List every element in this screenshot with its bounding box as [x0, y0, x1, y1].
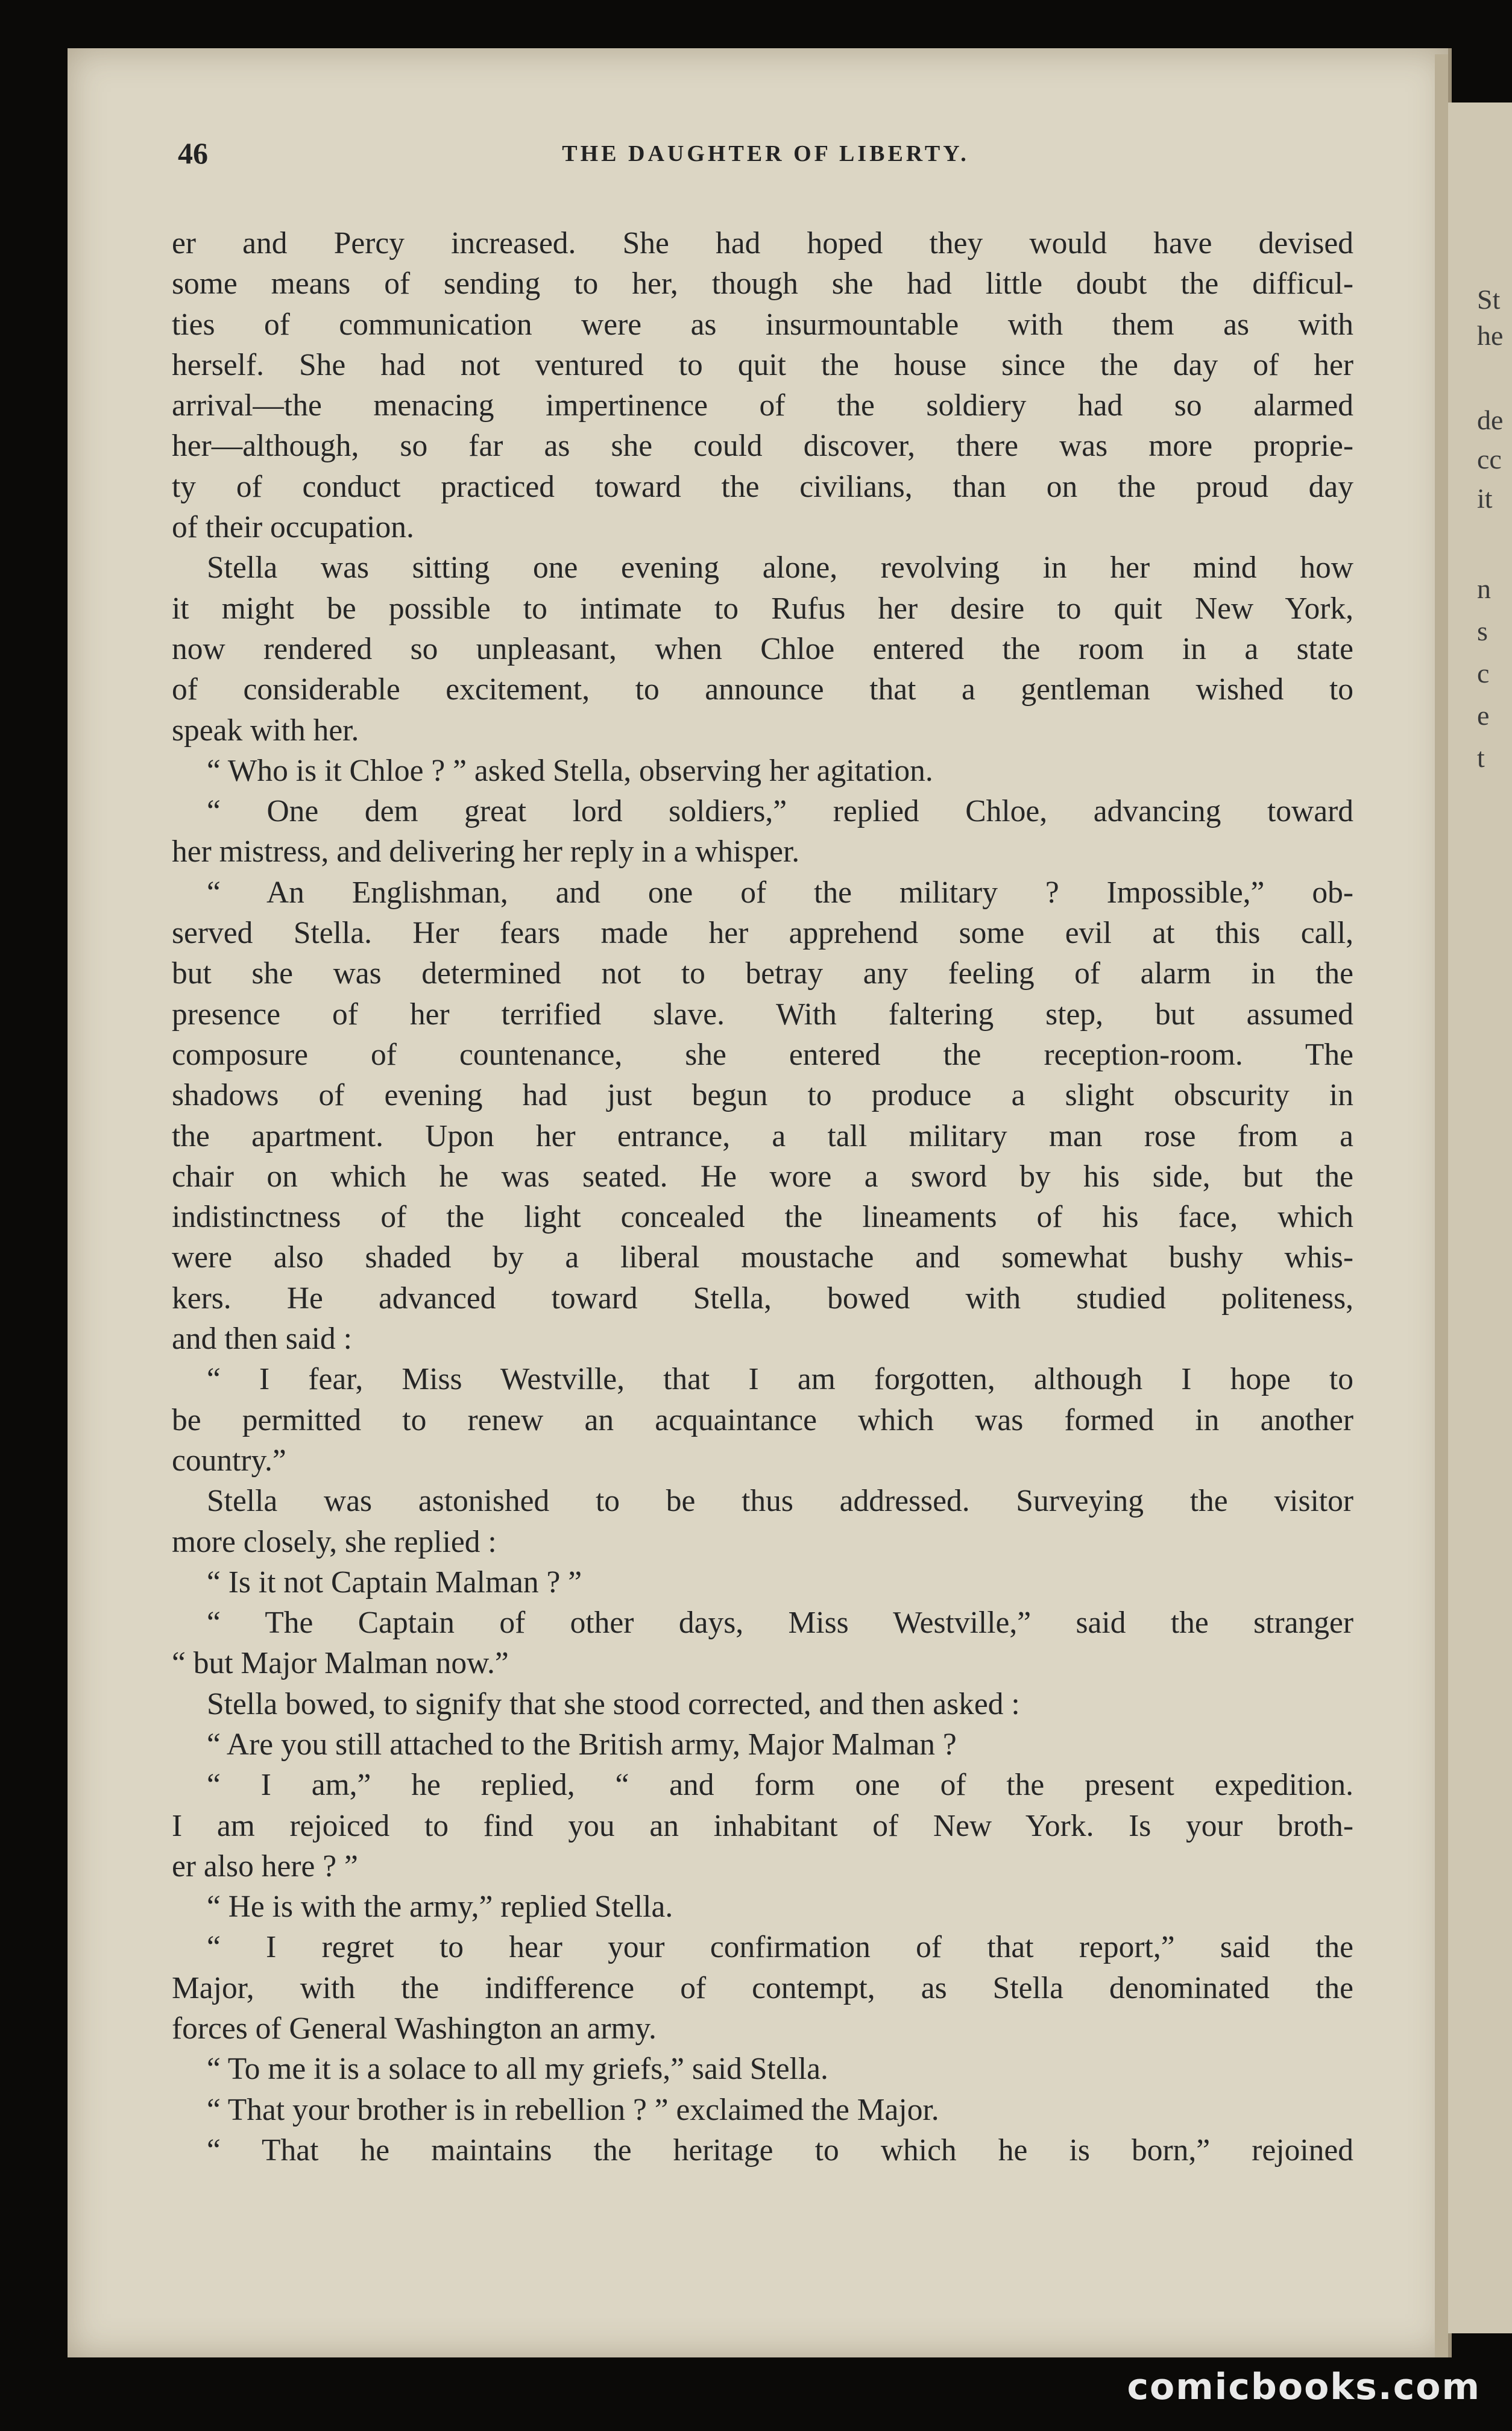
text-line: and then said :: [172, 1322, 352, 1357]
next-page-fragment: c: [1477, 658, 1490, 689]
next-page-fragment: n: [1477, 573, 1491, 604]
text-line: er also here ? ”: [172, 1849, 358, 1884]
text-line: shadows of evening had just begun to produce a slight obscurity in: [172, 1078, 1353, 1113]
text-line: ties of communication were as insurmountable with them as with: [172, 307, 1353, 342]
text-line: “ but Major Malman now.”: [172, 1646, 509, 1681]
text-line: the apartment. Upon her entrance, a tall military man rose from a: [172, 1118, 1353, 1153]
text-line: of their occupation.: [172, 510, 414, 545]
text-line: “ I regret to hear your confirmation of that report,” said the: [207, 1930, 1353, 1965]
next-page-fragment: e: [1477, 700, 1490, 731]
text-line: “ That he maintains the heritage to which he is born,” rejoined: [207, 2133, 1353, 2168]
text-line: Major, with the indifference of contempt, as Stella denominated the: [172, 1970, 1353, 2005]
text-line: presence of her terrified slave. With faltering step, but assumed: [172, 997, 1353, 1032]
next-page-fragment: he: [1477, 320, 1504, 351]
text-line: “ I fear, Miss Westville, that I am forgotten, although I hope to: [207, 1362, 1353, 1397]
text-line: of considerable excitement, to announce that a gentleman wished to: [172, 672, 1353, 707]
text-line: were also shaded by a liberal moustache and somewhat bushy whis-: [172, 1240, 1353, 1275]
text-line: “ To me it is a solace to all my griefs,” said Stella.: [207, 2052, 828, 2087]
text-line: “ He is with the army,” replied Stella.: [207, 1890, 673, 1925]
text-line: kers. He advanced toward Stella, bowed with studied politeness,: [172, 1281, 1353, 1316]
text-line: Stella was astonished to be thus addressed. Surveying the visitor: [207, 1484, 1353, 1519]
text-line: ty of conduct practiced toward the civilians, than on the proud day: [172, 469, 1353, 504]
running-title: THE DAUGHTER OF LIBERTY.: [562, 141, 969, 166]
next-page-fragment: t: [1477, 742, 1485, 773]
site-watermark: comicbooks.com: [1127, 2366, 1481, 2408]
text-line: country.”: [172, 1443, 286, 1478]
page-number: 46: [178, 136, 208, 170]
text-line: “ Who is it Chloe ? ” asked Stella, observing her agitation.: [207, 753, 933, 788]
text-line: herself. She had not ventured to quit the house since the day of her: [172, 347, 1353, 382]
text-line: Stella bowed, to signify that she stood corrected, and then asked :: [207, 1686, 1020, 1721]
text-line: more closely, she replied :: [172, 1524, 497, 1559]
next-page-fragment: it: [1477, 483, 1493, 514]
text-line: it might be possible to intimate to Rufus her desire to quit New York,: [172, 591, 1353, 626]
text-line: arrival—the menacing impertinence of the soldiery had so alarmed: [172, 388, 1353, 423]
text-line: her—although, so far as she could discover, there was more proprie-: [172, 429, 1353, 464]
text-line: Stella was sitting one evening alone, revolving in her mind how: [207, 550, 1353, 585]
body-text: [172, 223, 1353, 2171]
next-page-fragment: St: [1477, 284, 1501, 315]
text-line: er and Percy increased. She had hoped they would have devised: [172, 226, 1353, 260]
text-line: composure of countenance, she entered the reception-room. The: [172, 1037, 1353, 1072]
next-page-fragment: de: [1477, 405, 1504, 435]
text-line: chair on which he was seated. He wore a sword by his side, but the: [172, 1159, 1353, 1194]
text-line: her mistress, and delivering her reply in a whisper.: [172, 834, 800, 869]
text-line: “ An Englishman, and one of the military ? Impossible,” ob-: [207, 875, 1353, 910]
text-line: I am rejoiced to find you an inhabitant of New York. Is your broth-: [172, 1808, 1353, 1843]
text-line: be permitted to renew an acquaintance which was formed in another: [172, 1402, 1353, 1437]
text-line: some means of sending to her, though she had little doubt the difficul-: [172, 266, 1353, 301]
next-page-fragment: cc: [1477, 444, 1502, 475]
text-line: “ I am,” he replied, “ and form one of the present expedition.: [207, 1768, 1353, 1803]
text-line: indistinctness of the light concealed the lineaments of his face, which: [172, 1200, 1353, 1235]
text-line: “ That your brother is in rebellion ? ” exclaimed the Major.: [207, 2092, 939, 2127]
text-line: “ Are you still attached to the British army, Major Malman ?: [207, 1727, 957, 1762]
text-line: but she was determined not to betray any feeling of alarm in the: [172, 956, 1353, 991]
adjacent-page-edge: [1448, 102, 1512, 2333]
text-line: “ The Captain of other days, Miss Westville,” said the stranger: [207, 1606, 1353, 1641]
text-line: forces of General Washington an army.: [172, 2011, 657, 2046]
text-line: speak with her.: [172, 713, 359, 748]
page-header: [178, 136, 1353, 184]
book-gutter: [1435, 54, 1448, 2357]
text-line: now rendered so unpleasant, when Chloe entered the room in a state: [172, 631, 1353, 666]
text-line: “ One dem great lord soldiers,” replied Chloe, advancing toward: [207, 794, 1353, 829]
text-line: served Stella. Her fears made her apprehend some evil at this call,: [172, 916, 1353, 951]
next-page-fragment: s: [1477, 616, 1488, 646]
text-line: “ Is it not Captain Malman ? ”: [207, 1565, 582, 1600]
